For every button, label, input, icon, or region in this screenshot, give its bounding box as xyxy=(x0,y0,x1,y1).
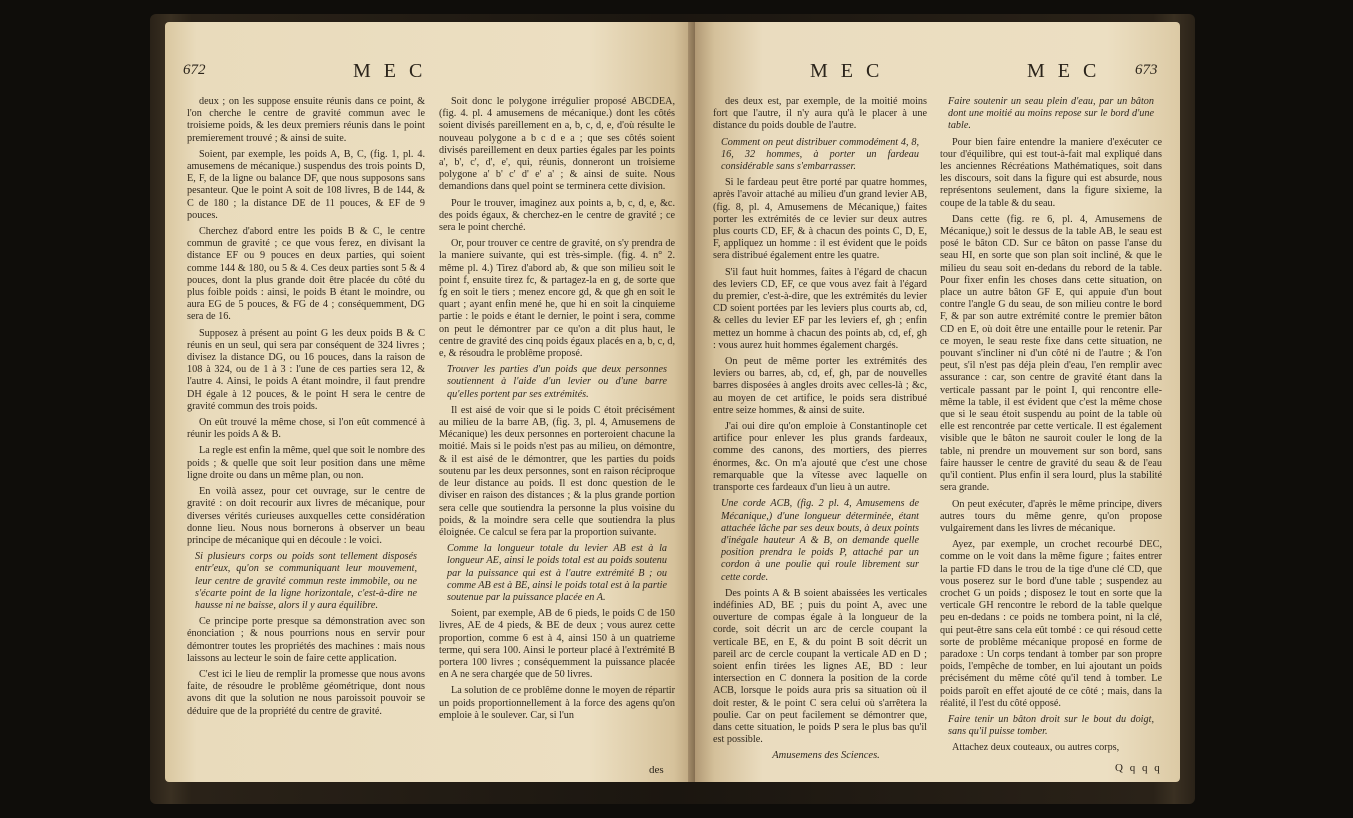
paragraph: S'il faut huit hommes, faites à l'égard de chacun des leviers CD, EF, ce que vous avez fait à l'égard du premier, c'est-à-dire, que les extrémités du levier CD soient portées par les leviers plus courts ab, cd, & celles du levier EF par les leviers ef, gh ; enfin mettez un homme à chacun des points ab, cd, ef, gh : vous aurez huit hommes également chargés. xyxy=(713,266,927,351)
principle-statement: Si plusieurs corps ou poids sont tellement disposés entr'eux, qu'on se communiquant leur mouvement, leur centre de gravité commun reste immobile, ou ne s'écarte point de la ligne horizontale, c'est-à-dire ne hausse ni ne baisse, alors il y aura équilibre. xyxy=(195,551,417,611)
paragraph: Dans cette (fig. re 6, pl. 4, Amusemens de Mécanique,) soit le dessus de la table AB, le seau est posé le bâton CD. Sur ce bâton on passe l'anse du seau HI, en sorte que son plan soit incliné, & que le milieu du seau soit en-dedans du rebord de la table. Pour fixer enfin les choses dans cette situation, on place un autre bâton GF E, qui appuie d'un bout contre l'angle G du seau, de son milieu contre le bord F, & par son autre extrémité contre le premier bâton CD en E, où doit être une entaille pour le retenir. Par ce moyen, le seau reste fixe dans cette situation, ne pouvant s'incliner ni d'un côté ni de l'autre ; & l'on peut, s'il n'est pas déja plein d'eau, l'en remplir avec assurance : car, son centre de gravité étant dans la verticale passant par le point I, qui rencontre elle-même la table, il est évident que c'est la même chose que si le seau étoit suspendu au point de la table où elle est rencontrée par cette verticale. Il est également visible que le bâton ne sauroit couler le long de la table, ni prendre un mouvement sur son bord, sans faire hausser le centre de gravité du seau & de l'eau qu'il contient. Plus enfin il sera lourd, plus la stabilité sera grande. xyxy=(940,213,1162,494)
paragraph: Soient, par exemple, AB de 6 pieds, le poids C de 150 livres, AE de 4 pieds, & BE de deux ; vous aurez cette proportion, comme 6 est à 4, ainsi 150 à un quatrieme terme, qui sera 100. Ainsi le porteur placé à l'extrémité B portera 100 livres ; conséquemment la puissance placée en A ne sera chargée que de 50 livres. xyxy=(439,608,675,681)
right-page-header-right: M E C xyxy=(1027,60,1101,82)
right-page-number: 673 xyxy=(1135,62,1158,78)
left-page-number: 672 xyxy=(183,62,206,78)
right-page xyxy=(695,22,1180,782)
paragraph: J'ai oui dire qu'on emploie à Constantinople cet artifice pour enlever les plus grands fardeaux, comme des canons, des mortiers, des pierres énormes, &c. On m'a ajouté que c'est une chose remarquable que la vîtesse avec laquelle on transporte ces fardeaux d'un lieu à un autre. xyxy=(713,421,927,494)
paragraph: Soient, par exemple, les poids A, B, C, (fig. 1, pl. 4. amusemens de mécanique.) suspendus des trois points D, E, F, de la ligne ou balance DF, que nous supposons sans pesanteur. Que le point A soit de 108 livres, B de 144, & C de 180 ; la distance DE de 11 pouces, & EF de 9 pouces. xyxy=(187,148,425,221)
paragraph: En voilà assez, pour cet ouvrage, sur le centre de gravité : on doit recourir aux livres de mécanique, pour diverses vérités curieuses auxquelles cette considération donne lieu. Nous nous bornerons à observer un beau principe de mécanique qui en découle : le voici. xyxy=(187,486,425,546)
paragraph: Cherchez d'abord entre les poids B & C, le centre commun de gravité ; ce que vous ferez, en divisant la distance EF ou 9 pouces en deux parties, qui soient comme 144 & 180, ou 5 & 4. Ces deux parties sont 5 & 4 pouces, dont la plus grande doit être placée du côté du plus foible poids : ainsi, le poids B étant le moindre, ou aura EG de 5 pouces, & FG de 4 ; conséquemment, DG sera de 16. xyxy=(187,226,425,323)
paragraph: C'est ici le lieu de remplir la promesse que nous avons faite, de résoudre le problême géométrique, dont nous avons dit que la solution ne nous paroissoit pouvoir se déduire que de la propriété du centre de gravité. xyxy=(187,668,425,717)
signature-mark: Q q q q xyxy=(1115,762,1162,774)
paragraph: Or, pour trouver ce centre de gravité, on s'y prendra de la maniere suivante, qui est très-simple. (fig. 4. n° 2. même pl. 4.) Tirez d'abord ab, & que son milieu soit le point f, ensuite tirez fc, & partagez-la en g, de sorte que fg en soit le tiers ; menez encore gd, & que gh en soit le quart ; ayant enfin mené he, que hi en soit la cinquieme partie : le poids e étant le dernier, le point i sera, comme on peut le démontrer par ce qu'on a dit plus haut, le centre de gravité des cinq poids égaux placés en a, b, c, d, e, & résoudra le problême proposé. xyxy=(439,238,675,360)
paragraph: Ayez, par exemple, un crochet recourbé DEC, comme on le voit dans la même figure ; faites entrer la partie FD dans le trou de la tige d'une clé CD, que vous poserez sur le bord d'une table ; suspendez au crochet G un poids ; disposez le tout en sorte que la verticale GH rencontre le rebord de la table quelque peu en-dedans : ce poids ne tombera point, ni la clé, qui peut-être sans cela eût tombé : ce qui résoud cette sorte de problême mécanique proposé en forme de paradoxe : Un corps tendant à tomber par son propre poids, l'empêche de tomber, en lui ajoutant un poids précisément du même côté qu'il tend à tomber. Le poids paroît en effet ajouté de ce côté ; mais, dans la réalité, il l'est du côté opposé. xyxy=(940,539,1162,709)
paragraph: Ce principe porte presque sa démonstration avec son énonciation ; & nous pourrions nous en servir pour démontrer toutes les propriétés des machines : mais nous laissons au lecteur le soin de faire cette application. xyxy=(187,616,425,664)
paragraph: La regle est enfin la même, quel que soit le nombre des poids ; & quelle que soit leur position dans une même ligne droite ou dans un même plan, ou non. xyxy=(187,445,425,481)
problem-heading: Une corde ACB, (fig. 2 pl. 4, Amusemens de Mécanique,) d'une longueur déterminée, étant attachée lâche par ses deux bouts, à deux points d'inégale hauteur A & B, on demande quelle position prendra le poids P, attaché par un cordon à une poulie qui roule librement sur cette corde. xyxy=(721,498,919,583)
paragraph: Des points A & B soient abaissées les verticales indéfinies AD, BE ; puis du point A, avec une ouverture de compas égale à la longueur de la corde, soit décrit un arc de cercle coupant la verticale BE, en E, & du point B soit décrit un pareil arc de cercle coupant la verticale AD en D ; soient enfin tirées les lignes AE, BD : leur intersection en C donnera la position de la corde ACB, lorsque le poids aura pris sa situation où il doit rester, & le point C sera celui où s'arrêtera la poulie. Car on peut facilement se démontrer que, dans cette situation, le poids P sera le plus bas qu'il est possible. xyxy=(713,587,927,746)
left-column-1 xyxy=(187,96,425,722)
left-page xyxy=(165,22,695,782)
paragraph: Il est aisé de voir que si le poids C étoit précisément au milieu de la barre AB, (fig. 3, pl. 4, Amusemens de Mécanique) les deux personnes en porteroient chacune la moitié. Mais si le poids n'est pas au milieu, on démontre, & il est aisé de le démontrer, que les parties du poids soutenu par les deux personnes, sont en raison réciproque de leur distance au poids. Il est donc question de le diviser en raison des distances ; & la plus grande portion sera celle que soutiendra la personne la plus voisine du poids, & la moindre sera celle que soutiendra la plus éloignée. Ce calcul se fera par la proportion suivante. xyxy=(439,404,675,538)
problem-heading: Faire soutenir un seau plein d'eau, par un bâton dont une moitié au moins repose sur le bord d'une table. xyxy=(948,96,1154,132)
paragraph: Si le fardeau peut être porté par quatre hommes, après l'avoir attaché au milieu d'un grand levier AB, (fig. 8, pl. 4, Amusemens de Mécanique,) faites porter les extrémités de ce levier sur deux autres plus courts CD, EF, & à chacun des points C, D, E, F, appliquez un homme : il est évident que le poids sera distribué également entre les quatre. xyxy=(713,177,927,262)
right-page-header-left: M E C xyxy=(810,60,884,82)
catchword: des xyxy=(649,764,664,776)
left-page-header: M E C xyxy=(353,60,427,82)
paragraph: Supposez à présent au point G les deux poids B & C réunis en un seul, qui sera par conséquent de 324 livres ; divisez la distance DG, ou 16 pouces, dans la raison de 108 à 324, ou de 1 à 3 : l'une de ces parties sera 12, & l'autre 4. Ainsi, le poids A étant moindre, il faut prendre DH égale à 12 pouces, & le point H sera le centre de gravité commun des trois poids. xyxy=(187,327,425,412)
problem-heading: Trouver les parties d'un poids que deux personnes soutiennent à l'aide d'un levier ou d'une barre qu'elles portent par ses extrémités. xyxy=(447,364,667,400)
proportion-statement: Comme la longueur totale du levier AB est à la longueur AE, ainsi le poids total est au poids soutenu par la puissance qui est à l'autre extrémité B ; ou comme AB est à BE, ainsi le poids total est à la partie soutenue par la puissance placée en A. xyxy=(447,543,667,603)
problem-heading: Faire tenir un bâton droit sur le bout du doigt, sans qu'il puisse tomber. xyxy=(948,713,1154,738)
page-footer: Amusemens des Sciences. xyxy=(772,750,880,762)
paragraph: On peut de même porter les extrémités des leviers ou barres, ab, cd, ef, gh, par de nouvelles barres disposées à angles droits avec celles-là ; &c, au moyen de cet artifice, le poids sera distribué entre seize hommes, & ainsi de suite. xyxy=(713,356,927,416)
paragraph: Pour bien faire entendre la maniere d'exécuter ce tour d'équilibre, qui est tout-à-fait mal expliqué dans les anciennes Récréations Mathématiques, soit dans les discours, soit dans la figure qui est absurde, nous représentons seulement, dans la figure sixieme, la coupe de la table & du seau. xyxy=(940,136,1162,209)
paragraph: Soit donc le polygone irrégulier proposé ABCDEA, (fig. 4. pl. 4 amusemens de mécanique.) dont les côtés soient divisés pareillement en a, b, c, d, e, d'où résulte le nouveau polygone a b c d e a ; que ses côtés soient divisés pareillement en deux parties égales par les points a', b', c', d', e', qui, réunis, donneront un troisieme polygone a' b' c' d' e' a' ; & ainsi de suite. Nous demandions dans quel point se terminera cette division. xyxy=(439,96,675,193)
right-column-2 xyxy=(940,96,1162,759)
paragraph: deux ; on les suppose ensuite réunis dans ce point, & l'on cherche le centre de gravité commun avec le troisieme poids, & les deux premiers réunis dans le point premierement trouvé ; & ainsi de suite. xyxy=(187,96,425,144)
paragraph: des deux est, par exemple, de la moitié moins fort que l'autre, il n'y aura qu'à le placer à une distance du poids double de l'autre. xyxy=(713,96,927,132)
paragraph: On peut exécuter, d'après le même principe, divers autres tours du même genre, qu'on propose vulgairement dans les livres de mécanique. xyxy=(940,498,1162,534)
problem-heading: Comment on peut distribuer commodément 4, 8, 16, 32 hommes, à porter un fardeau considérable sans s'embarrasser. xyxy=(721,136,919,173)
paragraph: La solution de ce problême donne le moyen de répartir un poids proportionnellement à la force des agens qu'on emploie à le soulever. Car, si l'un xyxy=(439,685,675,721)
left-column-2 xyxy=(439,96,675,726)
paragraph: Attachez deux couteaux, ou autres corps, xyxy=(952,742,1120,754)
paragraph: On eût trouvé la même chose, si l'on eût commencé à réunir les poids A & B. xyxy=(187,417,425,441)
paragraph: Pour le trouver, imaginez aux points a, b, c, d, e, &c. des poids égaux, & cherchez-en le centre de gravité ; ce sera le point cherché. xyxy=(439,197,675,234)
right-column-1 xyxy=(713,96,927,767)
